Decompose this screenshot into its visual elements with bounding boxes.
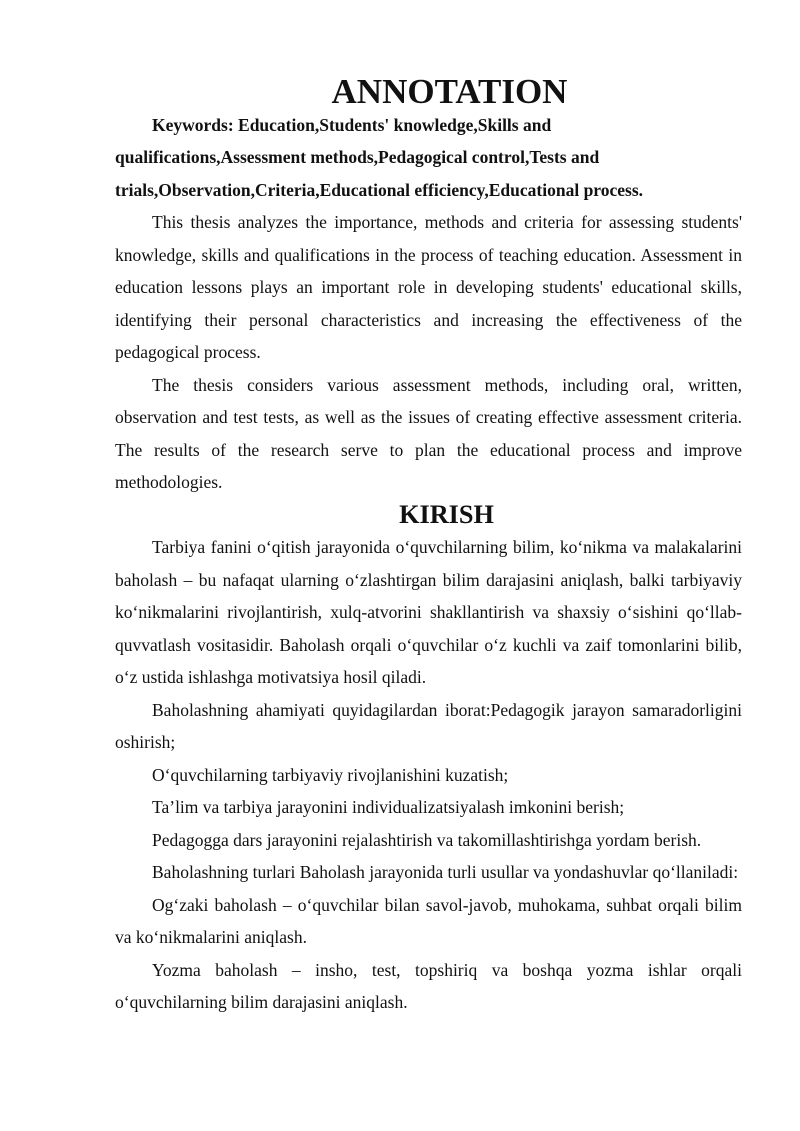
kirish-paragraph-7: Og‘zaki baholash – o‘quvchilar bilan savol-javob, muhokama, suhbat orqali bilim va ko‘nikmalarini aniqlash. (115, 894, 742, 947)
kirish-heading: KIRISH (399, 499, 494, 529)
annotation-paragraph-2: The thesis considers various assessment methods, including oral, written, observation and test tests, as well as the issues of creating effective assessment criteria. The results of the research serve to plan the educational process and improve methodologies. (115, 374, 742, 492)
kirish-paragraph-2: Baholashning ahamiyati quyidagilardan iborat:Pedagogik jarayon samaradorligini oshirish; (115, 699, 742, 752)
kirish-paragraph-5: Pedagogga dars jarayonini rejalashtirish va takomillashtirishga yordam berish. (152, 829, 702, 850)
kirish-paragraph-3: O‘quvchilarning tarbiyaviy rivojlanishini kuzatish; (152, 764, 509, 785)
kirish-paragraph-4: Ta’lim va tarbiya jarayonini individualizatsiyalash imkonini berish; (152, 797, 625, 817)
document-page (115, 72, 742, 1019)
kirish-paragraph-6: Baholashning turlari Baholash jarayonida turli usullar va yondashuvlar qo‘llaniladi: (152, 862, 739, 882)
keywords-paragraph: Keywords: Education,Students' knowledge,Skills and qualifications,Assessment methods,Pedagogical control,Tests and trials,Observation,Criteria,Educational efficiency,Educational process. (115, 114, 644, 200)
annotation-paragraph-1: This thesis analyzes the importance, methods and criteria for assessing students' knowledge, skills and qualifications in the process of teaching education. Assessment in education lessons plays an important role in developing students' educational skills, identifying their personal characteristics and increasing the effectiveness of the pedagogical process. (115, 212, 742, 362)
kirish-paragraph-1: Tarbiya fanini o‘qitish jarayonida o‘quvchilarning bilim, ko‘nikma va malakalarini baholash – bu nafaqat ularning o‘zlashtirgan bilim darajasini aniqlash, balki tarbiyaviy ko‘nikmalarini rivojlantirish, xulq-atvorini shakllantirish va shaxsiy o‘sishini qo‘llab-quvvatlash vositasidir. Baholash orqali o‘quvchilar o‘z kuchli va zaif tomonlarini bilib, o‘z ustida ishlashga motivatsiya hosil qiladi. (115, 537, 742, 687)
kirish-paragraph-8: Yozma baholash – insho, test, topshiriq va boshqa yozma ishlar orqali o‘quvchilarning bilim darajasini aniqlash. (115, 959, 742, 1012)
annotation-heading: ANNOTATION (331, 72, 568, 111)
